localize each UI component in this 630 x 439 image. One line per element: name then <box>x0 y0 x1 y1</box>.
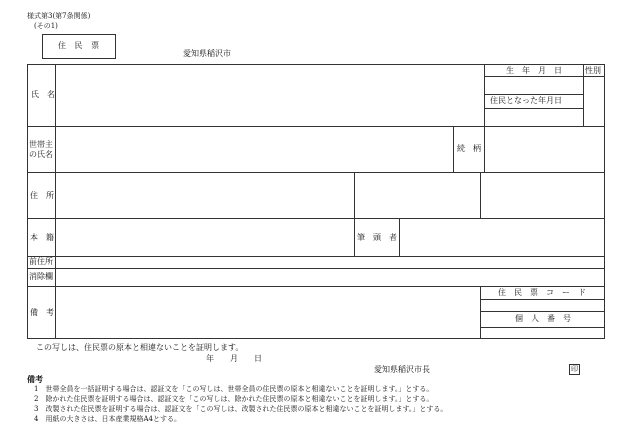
mayor-title: 愛知県稲沢市長 <box>374 365 430 374</box>
cell-divider <box>354 172 355 218</box>
note-item: 3 改製された住民票を証明する場合は、認証文を「この写しは、改製された住民票の原本と相違ないことを証明します。」とする。 <box>34 405 448 413</box>
birth-date-label: 生 年 月 日 <box>506 66 562 75</box>
cell-divider <box>484 126 485 172</box>
cell-divider <box>399 218 400 256</box>
deletion-label: 消除欄 <box>29 272 53 281</box>
note-item: 2 除かれた住民票を証明する場合は、認証文を「この写しは、除かれた住民票の原本と相違ないことを証明します。」とする。 <box>34 395 434 403</box>
relationship-label: 続 柄 <box>457 144 481 153</box>
resident-code-label: 住 民 票 コ ー ド <box>498 288 586 297</box>
seal-mark: 印 <box>571 365 578 373</box>
row-divider <box>27 126 605 127</box>
previous-address-label: 前住所 <box>29 257 53 266</box>
row-divider <box>27 286 605 287</box>
notes-title: 備考 <box>27 374 43 384</box>
cell-divider <box>484 108 583 109</box>
cell-divider <box>484 76 605 77</box>
individual-number-label: 個 人 番 号 <box>515 314 571 323</box>
note-item: 4 用紙の大きさは、日本産業規格A4とする。 <box>34 415 181 423</box>
label-column-divider <box>55 64 56 339</box>
row-divider <box>27 268 605 269</box>
row-divider <box>27 256 605 257</box>
cell-divider <box>484 64 485 126</box>
cell-divider <box>480 299 605 300</box>
form-table <box>27 64 605 339</box>
row-divider <box>27 218 605 219</box>
address-label: 住 所 <box>30 191 54 200</box>
certification-date: 年 月 日 <box>206 354 262 363</box>
resident-since-label: 住民となった年月日 <box>490 96 562 105</box>
form-number: 様式第3(第7条関係) <box>27 12 91 20</box>
cell-divider <box>484 94 583 95</box>
name-label: 氏 名 <box>31 90 55 99</box>
cell-divider <box>480 172 481 218</box>
note-item: 1 世帯全員を一括証明する場合は、認証文を「この写しは、世帯全員の住民票の原本と相違ないことを証明します。」とする。 <box>34 385 434 393</box>
form-sub: (その1) <box>34 22 58 30</box>
certification-statement: この写しは、住民票の原本と相違ないことを証明します。 <box>36 343 244 352</box>
remarks-label: 備 考 <box>30 308 54 317</box>
domicile-label: 本 籍 <box>30 233 54 242</box>
householder-label-line1: 世帯主 <box>29 140 53 149</box>
cell-divider <box>583 64 584 126</box>
gender-label: 性別 <box>585 66 601 75</box>
row-divider <box>27 172 605 173</box>
householder-label-line2: の氏名 <box>29 150 53 159</box>
city-name: 愛知県稲沢市 <box>183 49 231 58</box>
head-of-family-label: 筆 頭 者 <box>357 233 397 242</box>
cell-divider <box>453 126 454 172</box>
cell-divider <box>480 286 481 339</box>
cell-divider <box>480 327 605 328</box>
cell-divider <box>354 218 355 256</box>
document-title: 住 民 票 <box>58 41 103 50</box>
cell-divider <box>480 311 605 312</box>
